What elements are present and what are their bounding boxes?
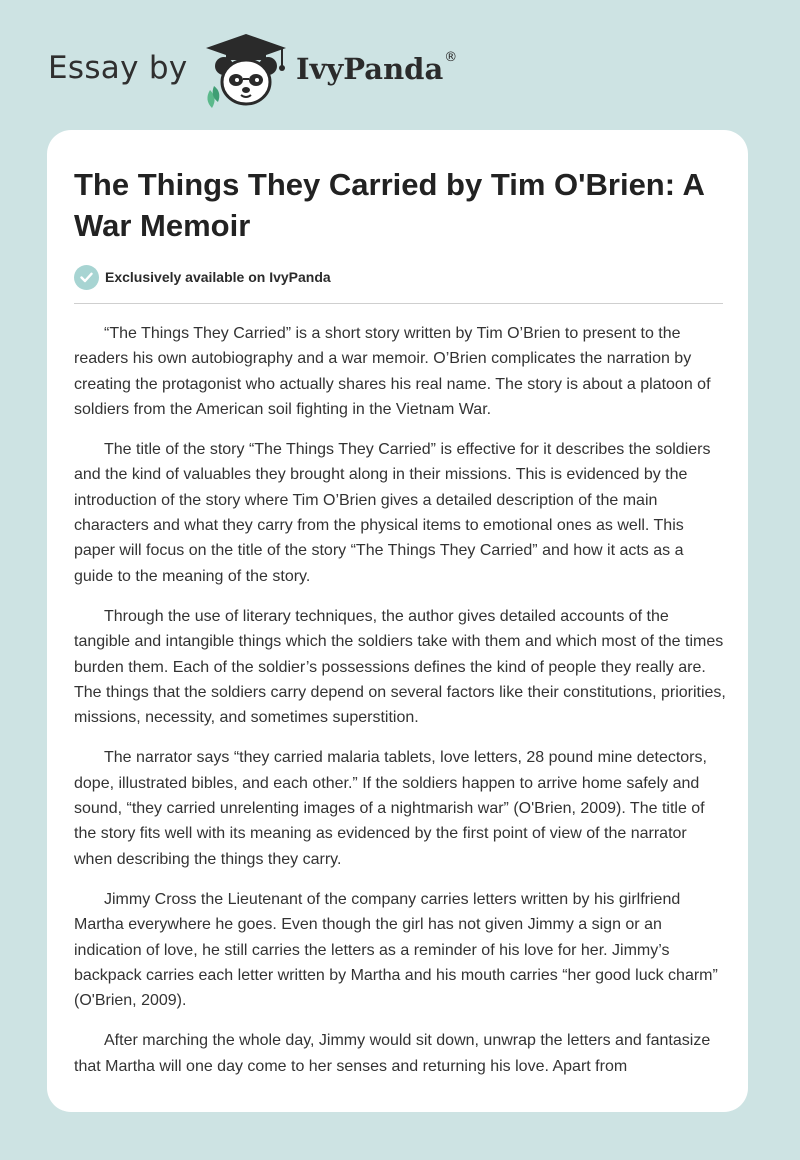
brand-name[interactable] [296, 52, 456, 86]
essay-paragraph: The narrator says “they carried malaria tablets, love letters, 28 pound mine detectors, dope, illustrated bibles, and each other.” If the soldiers happen to arrive home safely and sound, “they carried unrelenting images of a nightmarish war” (O'Brien, 2009). The title of the story fits well with its meaning as evidenced by the first point of view of the narrator when describing the things they carry. [74, 749, 707, 868]
panda-graduate-logo-icon[interactable] [200, 30, 292, 110]
essay-title: The Things They Carried by Tim O'Brien: A War Memoir [74, 167, 704, 243]
essay-paragraph: The title of the story “The Things They Carried” is effective for it describes the soldiers and the kind of valuables they brought along in their missions. This is evidenced by the introduction of the story where Tim O’Brien gives a detailed description of the main characters and what they carry from the physical items to emotional ones as well. This paper will focus on the title of the story “The Things They Carried” and how it acts as a guide to the meaning of the story. [74, 441, 711, 585]
essay-paragraph: “The Things They Carried” is a short story written by Tim O’Brien to present to the readers his own autobiography and a war memoir. O’Brien complicates the narration by creating the protagonist who actually shares his real name. The story is about a platoon of soldiers from the American soil fighting in the Vietnam War. [74, 325, 711, 418]
site-header [0, 0, 800, 130]
essay-card [47, 130, 748, 1112]
brand-name-text: IvyPanda [296, 52, 444, 86]
exclusive-badge-text: Exclusively available on IvyPanda [105, 269, 331, 285]
exclusive-badge [74, 264, 331, 290]
essay-paragraph: Through the use of literary techniques, the author gives detailed accounts of the tangible and intangible things which the soldiers take with them and which most of the times burden them. Each of the soldier’s possessions defines the kind of people they really are. The things that the soldiers carry depend on several factors like their constitutions, priorities, missions, necessity, and sometimes superstition. [74, 607, 726, 727]
title-divider [74, 303, 723, 304]
essay-paragraph: Jimmy Cross the Lieutenant of the company carries letters written by his girlfriend Martha everywhere he goes. Even though the girl has not given Jimmy a sign or an indication of love, he still carries the letters as a reminder of his love for her. Jimmy’s backpack carries each letter written by Martha and his mouth carries “her good luck charm” (O'Brien, 2009). [74, 890, 718, 1010]
essay-body [74, 321, 726, 1094]
essay-by-label: Essay by [48, 50, 188, 86]
registered-mark: ® [444, 50, 458, 65]
essay-paragraph: After marching the whole day, Jimmy would sit down, unwrap the letters and fantasize that Martha will one day come to her senses and returning his love. Apart from [74, 1032, 711, 1075]
check-circle-icon [74, 265, 99, 290]
